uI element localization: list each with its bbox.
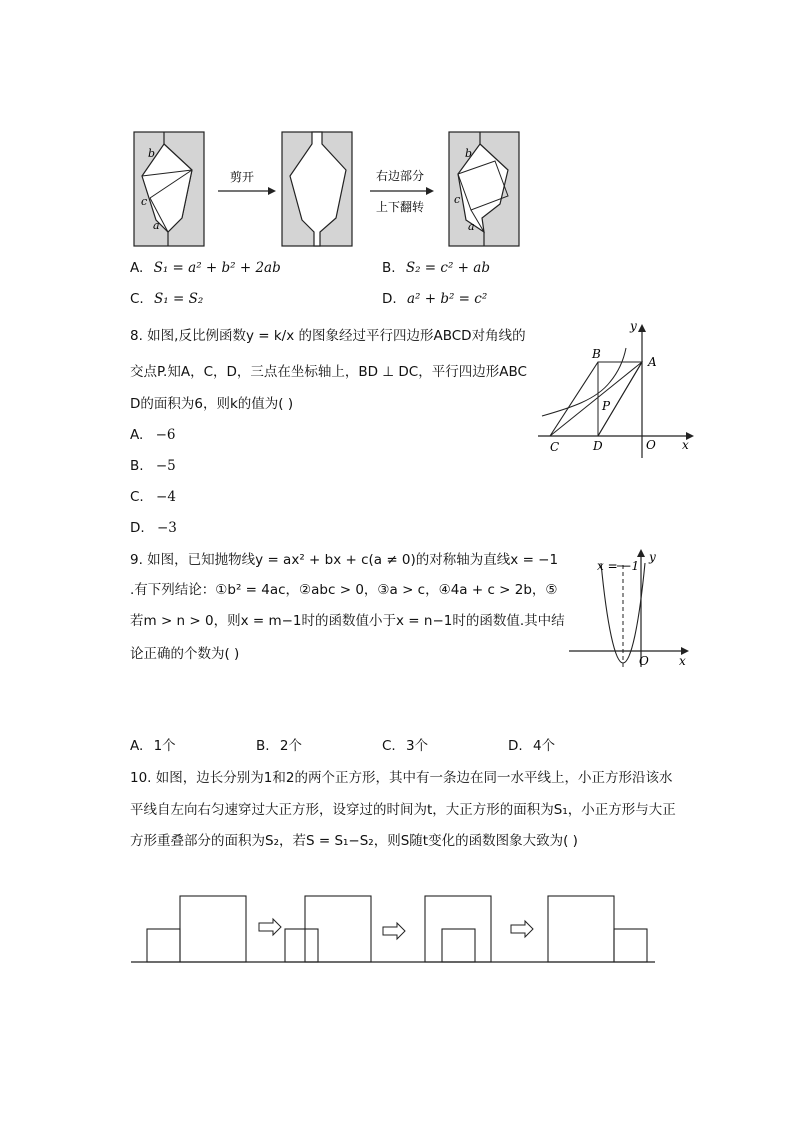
svg-text:O: O — [646, 438, 656, 452]
q9-stem-line1: 9. 如图，已知抛物线y = ax² + bx + c(a ≠ 0)的对称轴为直线x = −1 — [130, 552, 559, 568]
q8-stem-line2: 交点P.知A，C，D，三点在坐标轴上，BD ⊥ DC，平行四边形ABC — [130, 364, 527, 380]
q9-stem-line3: 若m > n > 0，则x = m−1时的函数值小于x = n−1时的函数值.其中结 — [130, 613, 565, 629]
small-square-3 — [442, 929, 475, 962]
svg-text:C: C — [550, 440, 560, 454]
q7-option-a[interactable]: A. S₁ = a² + b² + 2ab — [130, 260, 281, 276]
label-a3: a — [468, 220, 475, 233]
label-c3: c — [454, 193, 461, 206]
big-square-1 — [180, 896, 246, 962]
q8-option-d[interactable]: D. −3 — [130, 520, 177, 536]
q7-figure — [120, 120, 540, 255]
svg-text:x: x — [682, 438, 689, 452]
q9-option-a[interactable]: A. 1个 — [130, 738, 176, 754]
step1-label: 剪开 — [230, 170, 255, 184]
svg-text:O: O — [639, 654, 649, 668]
q10-figure — [125, 885, 665, 970]
q8-figure — [530, 318, 700, 463]
parabola-curve — [601, 563, 645, 663]
right-arrow-1 — [259, 919, 281, 935]
label-b3: b — [465, 147, 473, 160]
q9-figure — [565, 545, 695, 670]
q9-stem-line2: .有下列结论：①b² = 4ac，②abc > 0，③a > c，④4a + c > 2b，⑤ — [130, 582, 558, 598]
q10-stem-line1: 10. 如图，边长分别为1和2的两个正方形，其中有一条边在同一水平线上，小正方形沿该水 — [130, 770, 673, 786]
svg-text:x: x — [679, 654, 686, 668]
q9-option-c[interactable]: C. 3个 — [382, 738, 429, 754]
q9-stem-line4: 论正确的个数为( ) — [130, 646, 240, 662]
small-square-4 — [614, 929, 647, 962]
step2-label-line2: 上下翻转 — [376, 200, 425, 214]
small-square-2 — [285, 929, 318, 962]
q7-option-b[interactable]: B. S₂ = c² + ab — [382, 260, 490, 276]
panel-cut — [282, 132, 352, 246]
label-a1: a — [153, 219, 160, 232]
q8-option-a[interactable]: A. −6 — [130, 427, 176, 443]
svg-text:D: D — [593, 439, 603, 453]
label-c1: c — [141, 195, 148, 208]
step2-label-line1: 右边部分 — [376, 169, 425, 183]
right-arrow-3 — [511, 921, 533, 937]
small-square-1 — [147, 929, 180, 962]
q10-stem-line3: 方形重叠部分的面积为S₂，若S = S₁−S₂，则S随t变化的函数图象大致为( ) — [130, 833, 578, 849]
right-arrow-2 — [383, 923, 405, 939]
label-b1: b — [148, 147, 156, 160]
svg-text:P: P — [602, 399, 611, 413]
q7-option-d[interactable]: D. a² + b² = c² — [382, 291, 488, 307]
panel-flipped — [449, 132, 519, 246]
svg-text:y: y — [649, 550, 656, 564]
q8-option-c[interactable]: C. −4 — [130, 489, 176, 505]
q9-option-b[interactable]: B. 2个 — [256, 738, 302, 754]
big-square-4 — [548, 896, 614, 962]
svg-text:y: y — [630, 319, 637, 333]
svg-text:x = −1: x = −1 — [597, 559, 640, 573]
q8-option-b[interactable]: B. −5 — [130, 458, 176, 474]
panel-original — [134, 132, 204, 246]
svg-text:B: B — [592, 347, 601, 361]
q7-option-c[interactable]: C. S₁ = S₂ — [130, 291, 204, 307]
q10-stem-line2: 平线自左向右匀速穿过大正方形，设穿过的时间为t，大正方形的面积为S₁，小正方形与大正 — [130, 802, 676, 818]
svg-text:A: A — [648, 355, 657, 369]
q8-stem-line3: D的面积为6，则k的值为( ) — [130, 396, 294, 412]
q9-option-d[interactable]: D. 4个 — [508, 738, 556, 754]
hyperbola-curve — [542, 348, 626, 416]
q8-stem-line1: 8. 如图,反比例函数y = k/x 的图象经过平行四边形ABCD对角线的 — [130, 328, 526, 344]
